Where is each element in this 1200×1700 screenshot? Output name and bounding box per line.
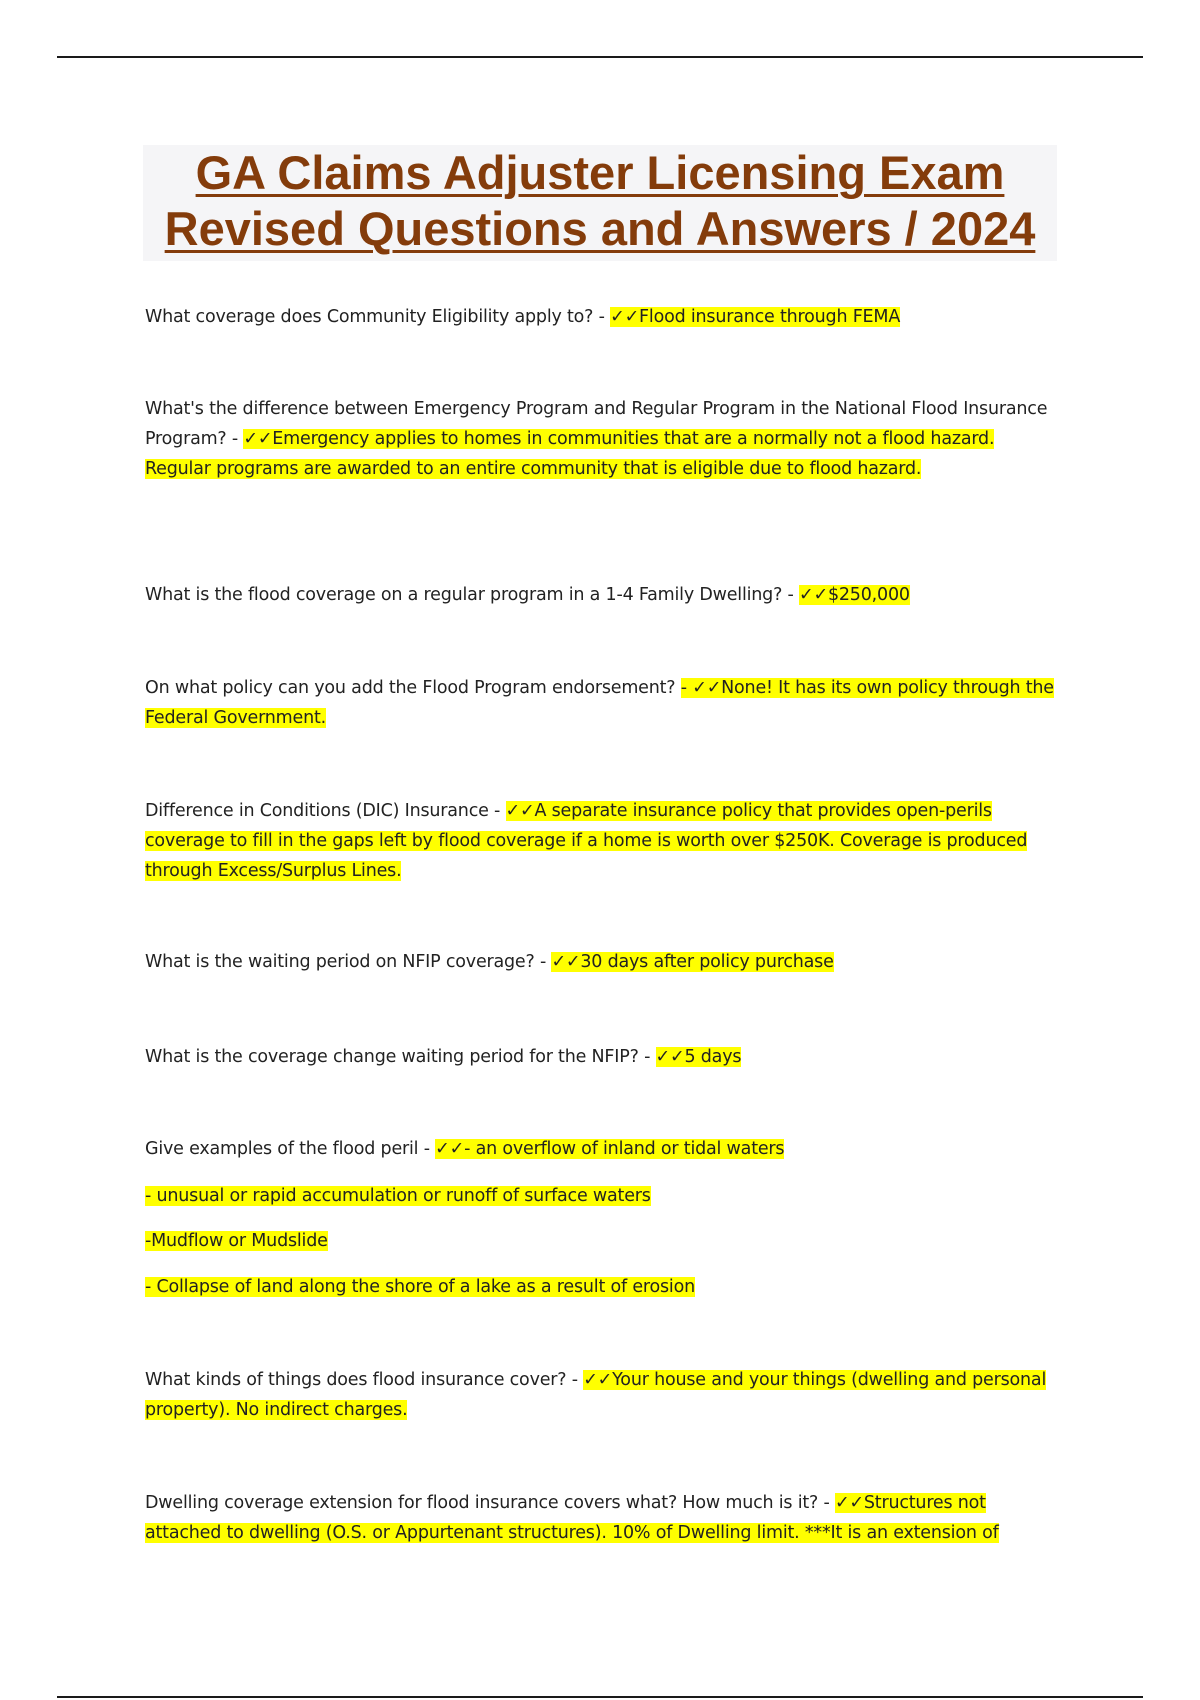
question-text: Give examples of the flood peril - <box>145 1139 436 1159</box>
question-text: What's the difference between Emergency Program and Regular Program in the National Flood Insurance Program? - <box>145 399 1048 449</box>
question-text: What is the waiting period on NFIP coverage? - <box>145 952 552 972</box>
answer-text: ✓✓$250,000 <box>799 585 910 605</box>
answer-text: ✓✓Your house and your things (dwelling and personal property). No indirect charges. <box>145 1370 1047 1420</box>
qa-item-10 <box>145 1488 1065 1548</box>
question-text: Difference in Conditions (DIC) Insurance - <box>145 801 506 821</box>
answer-text: ✓✓A separate insurance policy that provides open-perils coverage to fill in the gaps left by flood coverage if a home is worth over $250K. Coverage is produced through Excess/Surplus Lines. <box>145 801 1028 881</box>
answer-text: ✓✓- an overflow of inland or tidal waters <box>435 1139 785 1159</box>
question-text: What coverage does Community Eligibility apply to? - <box>145 307 611 327</box>
question-text: On what policy can you add the Flood Program endorsement? <box>145 678 681 698</box>
question-text: Dwelling coverage extension for flood insurance covers what? How much is it? - <box>145 1493 835 1513</box>
qa-item-5 <box>145 796 1065 886</box>
answer-text: ✓✓5 days <box>655 1047 742 1067</box>
qa-item-7 <box>145 1042 1065 1072</box>
answer-text: ✓✓Flood insurance through FEMA <box>610 307 901 327</box>
answer-text: ✓✓30 days after policy purchase <box>551 952 834 972</box>
title-line-1: GA Claims Adjuster Licensing Exam <box>195 146 1005 199</box>
question-text: What is the flood coverage on a regular program in a 1-4 Family Dwelling? - <box>145 585 800 605</box>
answer-text: - ✓✓None! It has its own policy through the Federal Government. <box>145 678 1054 728</box>
qa-item-1 <box>145 302 1065 332</box>
answer-text: ✓✓Structures not attached to dwelling (O.S. or Appurtenant structures). 10% of Dwelling limit. ***It is an extension of <box>145 1493 999 1543</box>
document-title <box>143 145 1057 261</box>
qa-item-3 <box>145 580 1065 610</box>
qa-item-8 <box>145 1134 1065 1164</box>
qa-item-2 <box>145 394 1065 484</box>
qa-item-6 <box>145 947 1065 977</box>
question-text: What is the coverage change waiting period for the NFIP? - <box>145 1047 656 1067</box>
header-rule <box>57 56 1143 58</box>
title-line-2: Revised Questions and Answers / 2024 <box>164 202 1036 255</box>
flood-peril-example: - unusual or rapid accumulation or runoff of surface waters <box>145 1186 651 1206</box>
answer-text: ✓✓Emergency applies to homes in communities that are a normally not a flood hazard. Regular programs are awarded to an entire community that is eligible due to flood hazard. <box>145 429 995 479</box>
flood-peril-example: -Mudflow or Mudslide <box>145 1231 328 1251</box>
flood-peril-example: - Collapse of land along the shore of a lake as a result of erosion <box>145 1277 695 1297</box>
question-text: What kinds of things does flood insurance cover? - <box>145 1370 584 1390</box>
qa-item-4 <box>145 673 1065 733</box>
qa-item-9 <box>145 1365 1065 1425</box>
footer-rule <box>57 1696 1143 1698</box>
